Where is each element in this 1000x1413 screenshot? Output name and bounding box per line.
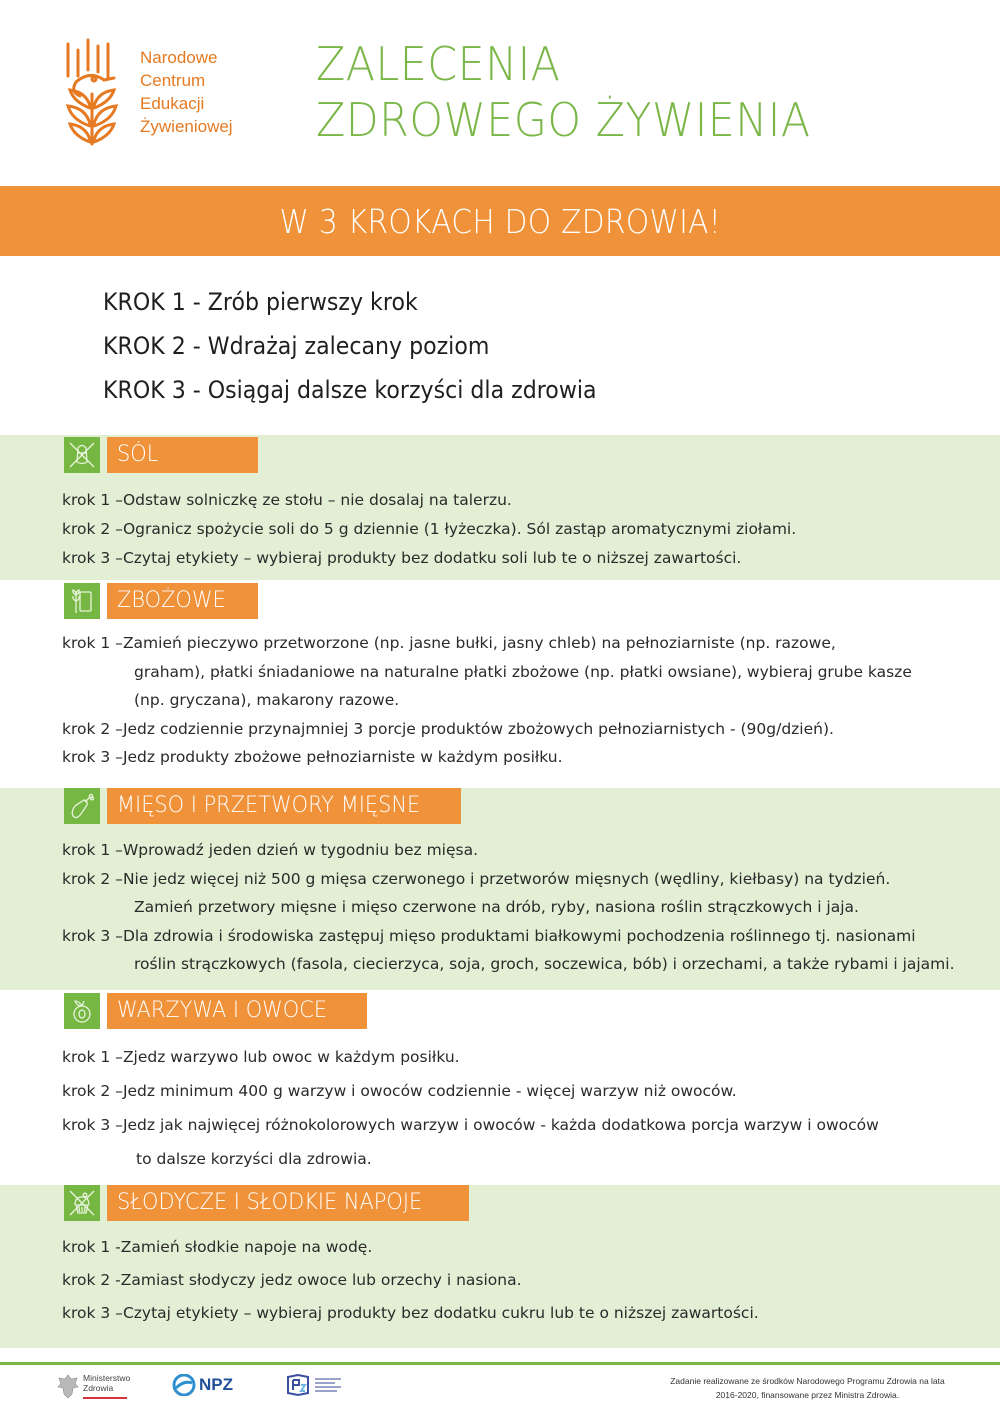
funding-note — [640, 1374, 975, 1402]
list-item: krok 1 – Wprowadź jeden dzień w tygodniu bez mięsa. — [62, 841, 479, 859]
section-items — [62, 836, 955, 979]
funding-line: 2016-2020, finansowane przez Ministra Zdrowia. — [715, 1390, 900, 1400]
section-salt — [0, 435, 1000, 580]
section-title: MIĘSO I PRZETWORY MIĘSNE — [107, 788, 461, 824]
logo-text — [140, 46, 233, 138]
step-item: KROK 2 - Wdrażaj zalecany poziom — [103, 332, 490, 360]
logo-line: Edukacji — [140, 94, 205, 113]
section-sweets — [0, 1185, 1000, 1348]
section-items — [62, 1231, 759, 1330]
section-items — [62, 629, 912, 772]
section-vegetables — [0, 990, 1000, 1185]
npz-text: NPZ — [199, 1375, 233, 1394]
list-item: krok 2 – Jedz minimum 400 g warzyw i owoców codziennie - więcej warzyw niż owoców. — [62, 1082, 737, 1100]
grain-icon — [64, 583, 100, 619]
fruit-icon — [64, 993, 100, 1029]
eagle-emblem-icon — [56, 1372, 80, 1400]
header — [0, 0, 1000, 186]
title-line: ZALECENIA — [316, 37, 561, 91]
steps-list — [103, 280, 639, 412]
pzh-logo — [285, 1372, 341, 1398]
ncez-logo — [62, 36, 272, 146]
logo-line: Narodowe — [140, 48, 218, 67]
list-item: krok 1 – Zamień pieczywo przetworzone (np. jasne bułki, jasny chleb) na pełnoziarniste (np. razowe, graham), płatki śniadaniowe na naturalne płatki zbożowe (np. płatki owsiane), wybieraj grube kasze (np. gryczana), makarony razowe. — [62, 634, 912, 709]
section-title: WARZYWA I OWOCE — [107, 993, 367, 1029]
step-item: KROK 3 - Osiągaj dalsze korzyści dla zdrowia — [103, 376, 597, 404]
funding-line: Zadanie realizowane ze środków Narodowego Programu Zdrowia na lata — [670, 1376, 945, 1386]
section-title: SÓL — [107, 437, 258, 473]
list-item: krok 2 – Nie jedz więcej niż 500 g mięsa czerwonego i przetworów mięsnych (wędliny, kiełbasy) na tydzień. Zamień przetwory mięsne i mięso czerwone na drób, ryby, nasiona roślin strączkowych i jaja. — [62, 869, 891, 916]
no-salt-icon — [64, 437, 100, 473]
section-grains — [0, 580, 1000, 788]
no-sweets-icon — [64, 1185, 100, 1221]
section-header — [64, 993, 367, 1029]
section-items — [62, 486, 796, 573]
footer-divider — [0, 1362, 1000, 1365]
banner — [0, 186, 1000, 256]
list-item: krok 1 – Odstaw solniczkę ze stołu – nie dosalaj na talerzu. — [62, 491, 512, 509]
list-item: krok 1 – Zjedz warzywo lub owoc w każdym posiłku. — [62, 1048, 460, 1066]
section-header — [64, 788, 461, 824]
list-item: krok 1 - Zamień słodkie napoje na wodę. — [62, 1238, 373, 1256]
logo-line: Żywieniowej — [140, 117, 233, 136]
list-item: krok 3 – Jedz produkty zbożowe pełnoziarniste w każdym posiłku. — [62, 748, 563, 766]
section-header — [64, 1185, 469, 1221]
banner-text: W 3 KROKACH DO ZDROWIA! — [279, 201, 721, 241]
step-item: KROK 1 - Zrób pierwszy krok — [103, 288, 418, 316]
list-item: krok 3 – Czytaj etykiety – wybieraj produkty bez dodatku cukru lub te o niższej zawartości. — [62, 1304, 759, 1322]
list-item: krok 2 – Ogranicz spożycie soli do 5 g dziennie (1 łyżeczka). Sól zastąp aromatycznymi ziołami. — [62, 520, 797, 538]
npz-logo-icon — [172, 1374, 196, 1396]
pzh-logo-icon — [285, 1372, 311, 1398]
section-items — [62, 1040, 879, 1176]
wheat-fish-logo-icon — [62, 36, 122, 146]
section-title: SŁODYCZE I SŁODKIE NAPOJE — [107, 1185, 469, 1221]
list-item: krok 3 – Jedz jak najwięcej różnokolorowych warzyw i owoców - każda dodatkowa porcja warzyw i owoców to dalsze korzyści dla zdrowia. — [62, 1116, 879, 1168]
npz-logo — [172, 1374, 233, 1396]
ministry-logo — [56, 1372, 130, 1400]
logo-line: Centrum — [140, 71, 206, 90]
list-item: krok 2 - Zamiast słodyczy jedz owoce lub orzechy i nasiona. — [62, 1271, 522, 1289]
section-header — [64, 583, 258, 619]
list-item: krok 3 – Dla zdrowia i środowiska zastępuj mięso produktami białkowymi pochodzenia roślinnego tj. nasionami roślin strączkowych (fasola, ciecierzyca, soja, groch, soczewica, bób) i orzechami, a także rybami i jajami. — [62, 926, 955, 973]
ministry-line: Zdrowia — [83, 1383, 114, 1393]
section-header — [64, 437, 258, 473]
footer — [0, 1366, 1000, 1413]
ministry-line: Ministerstwo — [83, 1373, 131, 1383]
page-title — [316, 36, 848, 148]
section-meat — [0, 788, 1000, 990]
list-item: krok 3 – Czytaj etykiety – wybieraj produkty bez dodatku soli lub te o niższej zawartości. — [62, 549, 742, 567]
list-item: krok 2 – Jedz codziennie przynajmniej 3 porcje produktów zbożowych pełnoziarnistych - (90g/dzień). — [62, 719, 834, 738]
drumstick-icon — [64, 788, 100, 824]
section-title: ZBOŻOWE — [107, 583, 258, 619]
title-line: ZDROWEGO ŻYWIENIA — [316, 93, 811, 147]
